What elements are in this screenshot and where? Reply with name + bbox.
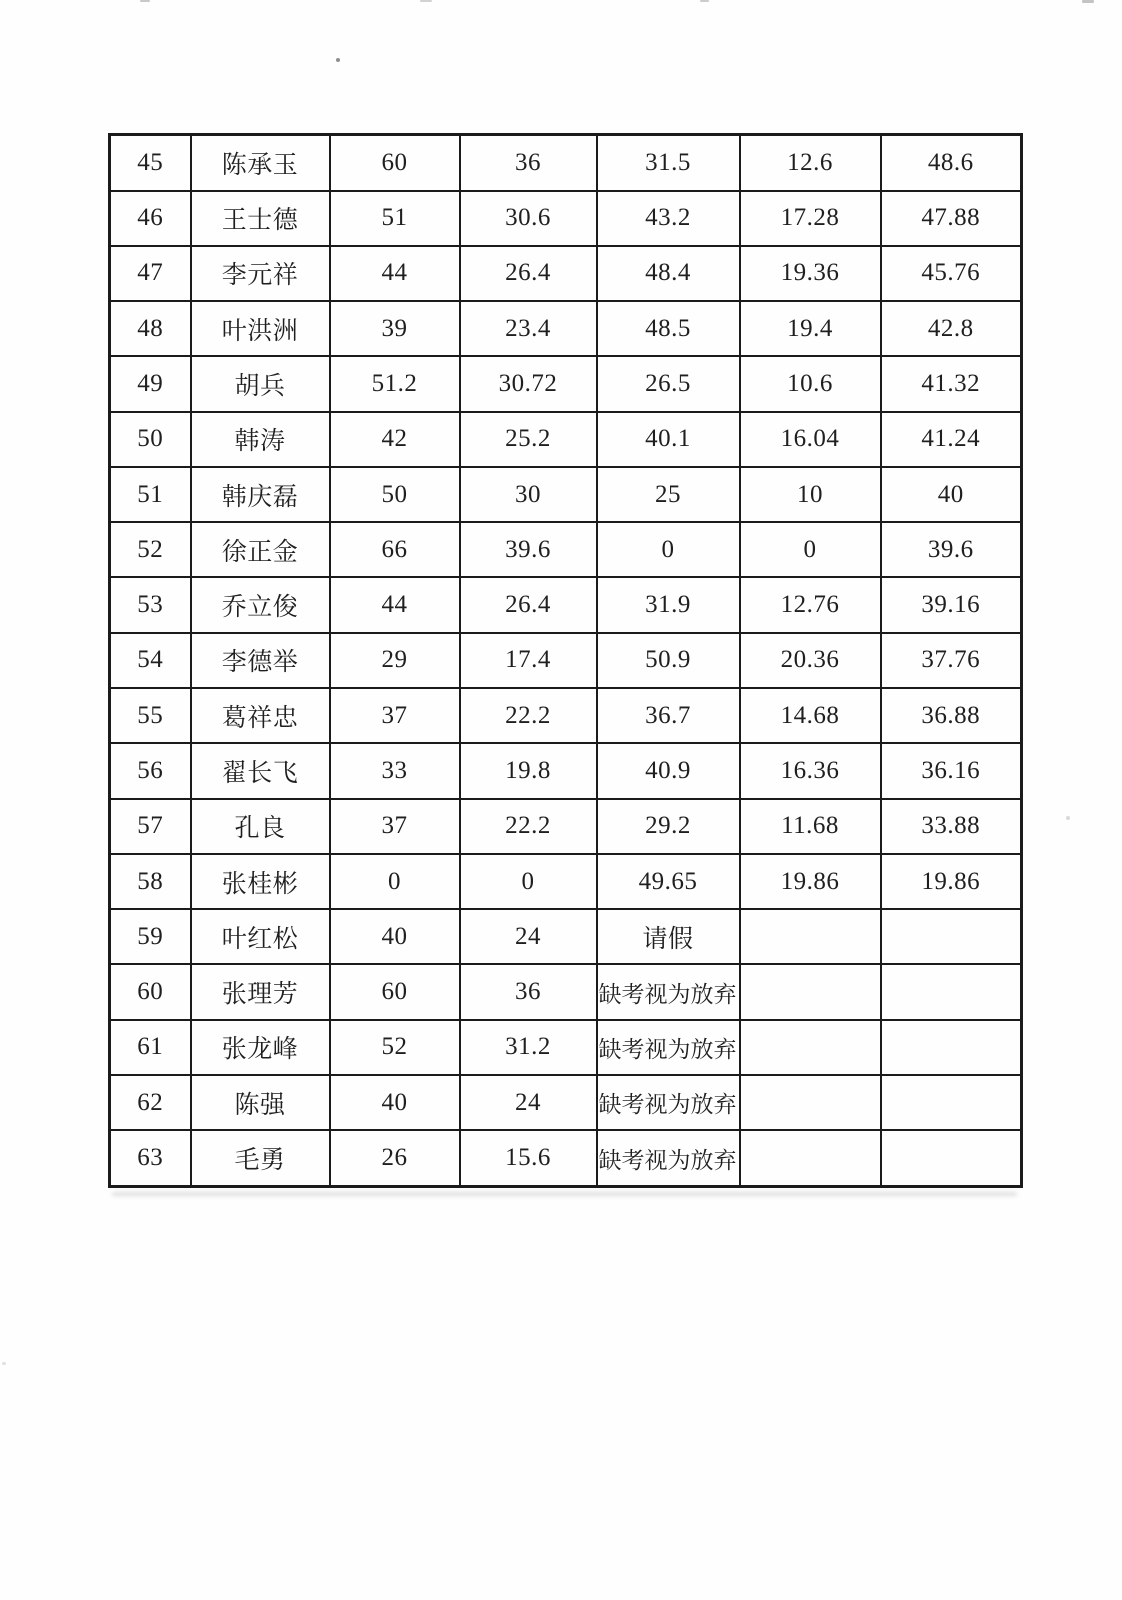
table-cell: 50 (330, 467, 460, 522)
table-cell: 48.5 (597, 301, 740, 356)
table-cell: 36.88 (881, 688, 1022, 743)
table-cell: 40.1 (597, 412, 740, 467)
table-cell: 11.68 (740, 799, 881, 854)
table-cell: 26.4 (460, 577, 597, 632)
table-row (110, 799, 1022, 854)
table-cell: 孔良 (191, 799, 330, 854)
table-row (110, 1130, 1022, 1186)
table-cell: 41.24 (881, 412, 1022, 467)
table-cell: 60 (330, 135, 460, 191)
table-cell (740, 1020, 881, 1075)
scan-artifact-speck (1066, 816, 1070, 820)
table-cell: 叶红松 (191, 909, 330, 964)
table-cell: 张龙峰 (191, 1020, 330, 1075)
table-cell: 33 (330, 743, 460, 798)
table-cell: 30 (460, 467, 597, 522)
table-cell (881, 1130, 1022, 1186)
table-cell: 10.6 (740, 356, 881, 411)
table-cell: 23.4 (460, 301, 597, 356)
table-cell: 40 (330, 909, 460, 964)
table-row (110, 1020, 1022, 1075)
table-cell: 葛祥忠 (191, 688, 330, 743)
table-cell: 46 (110, 191, 191, 246)
table-cell: 66 (330, 522, 460, 577)
table-cell (740, 909, 881, 964)
table-cell: 30.72 (460, 356, 597, 411)
table-cell: 40.9 (597, 743, 740, 798)
table-row (110, 191, 1022, 246)
table-cell: 50 (110, 412, 191, 467)
table-cell: 59 (110, 909, 191, 964)
table-cell: 19.36 (740, 246, 881, 301)
table-row (110, 577, 1022, 632)
table-cell: 53 (110, 577, 191, 632)
scan-artifact-bottom-shadow (112, 1192, 1017, 1196)
table-cell: 51 (330, 191, 460, 246)
table-cell: 李德举 (191, 633, 330, 688)
table-cell: 韩庆磊 (191, 467, 330, 522)
table-cell: 37 (330, 799, 460, 854)
table-cell: 22.2 (460, 799, 597, 854)
table-cell: 40 (330, 1075, 460, 1130)
table-cell: 20.36 (740, 633, 881, 688)
table-cell: 45.76 (881, 246, 1022, 301)
table-cell: 63 (110, 1130, 191, 1186)
scan-artifact-speck (336, 58, 340, 62)
table-cell: 12.6 (740, 135, 881, 191)
table-cell: 60 (330, 964, 460, 1019)
table-row (110, 743, 1022, 798)
table-cell: 52 (110, 522, 191, 577)
table-row (110, 854, 1022, 909)
table-cell: 45 (110, 135, 191, 191)
table-cell: 36.7 (597, 688, 740, 743)
table-cell: 22.2 (460, 688, 597, 743)
table-cell: 42.8 (881, 301, 1022, 356)
table-cell: 57 (110, 799, 191, 854)
table-cell: 62 (110, 1075, 191, 1130)
table-cell: 31.9 (597, 577, 740, 632)
table-cell: 48 (110, 301, 191, 356)
table-cell: 叶洪洲 (191, 301, 330, 356)
table-cell: 25.2 (460, 412, 597, 467)
table-row (110, 301, 1022, 356)
table-cell (881, 909, 1022, 964)
table-cell: 14.68 (740, 688, 881, 743)
scan-artifact-speck (140, 0, 150, 2)
scan-artifact-speck (700, 0, 709, 2)
table-row (110, 909, 1022, 964)
table-cell: 47.88 (881, 191, 1022, 246)
table-cell: 26.5 (597, 356, 740, 411)
table-row (110, 412, 1022, 467)
table-cell: 0 (330, 854, 460, 909)
table-cell: 陈强 (191, 1075, 330, 1130)
table-cell: 徐正金 (191, 522, 330, 577)
table-row (110, 135, 1022, 191)
scan-artifact-speck (1082, 0, 1094, 3)
table-cell: 51 (110, 467, 191, 522)
table-cell: 43.2 (597, 191, 740, 246)
scan-artifact-speck (420, 0, 432, 2)
table-cell: 请假 (597, 909, 740, 964)
table-cell (740, 964, 881, 1019)
score-table (108, 133, 1023, 1188)
table-row (110, 688, 1022, 743)
table-cell: 48.4 (597, 246, 740, 301)
table-cell: 39.16 (881, 577, 1022, 632)
table-cell: 张桂彬 (191, 854, 330, 909)
table-row (110, 246, 1022, 301)
table-cell: 39.6 (881, 522, 1022, 577)
table-cell: 36 (460, 964, 597, 1019)
table-cell: 24 (460, 1075, 597, 1130)
table-cell: 26 (330, 1130, 460, 1186)
table-cell: 0 (740, 522, 881, 577)
table-row (110, 467, 1022, 522)
table-cell (740, 1075, 881, 1130)
table-cell: 29.2 (597, 799, 740, 854)
table-cell: 19.8 (460, 743, 597, 798)
table-cell: 61 (110, 1020, 191, 1075)
table-row (110, 522, 1022, 577)
table-cell: 31.5 (597, 135, 740, 191)
table-cell: 54 (110, 633, 191, 688)
table-cell: 毛勇 (191, 1130, 330, 1186)
table-cell: 37 (330, 688, 460, 743)
table-cell: 0 (460, 854, 597, 909)
table-cell: 12.76 (740, 577, 881, 632)
table-row (110, 356, 1022, 411)
table-cell: 51.2 (330, 356, 460, 411)
table-cell: 42 (330, 412, 460, 467)
table-cell: 30.6 (460, 191, 597, 246)
table-cell: 胡兵 (191, 356, 330, 411)
table-cell: 韩涛 (191, 412, 330, 467)
table-cell: 58 (110, 854, 191, 909)
table-cell: 49 (110, 356, 191, 411)
table-cell: 缺考视为放弃 (597, 1020, 740, 1075)
table-cell: 50.9 (597, 633, 740, 688)
table-cell: 17.28 (740, 191, 881, 246)
table-cell: 48.6 (881, 135, 1022, 191)
table-cell: 陈承玉 (191, 135, 330, 191)
table-cell: 16.36 (740, 743, 881, 798)
score-table-body (110, 135, 1022, 1187)
table-cell (881, 1020, 1022, 1075)
table-cell: 56 (110, 743, 191, 798)
table-cell: 15.6 (460, 1130, 597, 1186)
table-cell: 33.88 (881, 799, 1022, 854)
table-cell: 16.04 (740, 412, 881, 467)
table-cell (881, 964, 1022, 1019)
table-cell (881, 1075, 1022, 1130)
table-cell: 47 (110, 246, 191, 301)
table-cell: 44 (330, 246, 460, 301)
table-cell: 缺考视为放弃 (597, 1075, 740, 1130)
table-cell: 31.2 (460, 1020, 597, 1075)
table-cell: 39 (330, 301, 460, 356)
table-cell: 37.76 (881, 633, 1022, 688)
table-cell: 24 (460, 909, 597, 964)
table-cell: 26.4 (460, 246, 597, 301)
table-cell: 张理芳 (191, 964, 330, 1019)
table-cell: 0 (597, 522, 740, 577)
table-cell: 翟长飞 (191, 743, 330, 798)
table-cell: 52 (330, 1020, 460, 1075)
table-cell: 乔立俊 (191, 577, 330, 632)
table-cell: 缺考视为放弃 (597, 964, 740, 1019)
table-cell: 19.4 (740, 301, 881, 356)
table-cell: 40 (881, 467, 1022, 522)
table-cell: 19.86 (740, 854, 881, 909)
table-cell: 25 (597, 467, 740, 522)
table-cell: 缺考视为放弃 (597, 1130, 740, 1186)
table-cell: 李元祥 (191, 246, 330, 301)
table-cell: 10 (740, 467, 881, 522)
table-cell: 36 (460, 135, 597, 191)
table-cell: 60 (110, 964, 191, 1019)
table-row (110, 633, 1022, 688)
table-cell: 41.32 (881, 356, 1022, 411)
table-row (110, 1075, 1022, 1130)
table-cell: 19.86 (881, 854, 1022, 909)
table-cell: 49.65 (597, 854, 740, 909)
table-cell: 55 (110, 688, 191, 743)
table-cell: 39.6 (460, 522, 597, 577)
scan-artifact-speck (2, 1362, 6, 1365)
table-cell: 王士德 (191, 191, 330, 246)
table-cell: 17.4 (460, 633, 597, 688)
table-cell: 44 (330, 577, 460, 632)
table-row (110, 964, 1022, 1019)
table-cell: 29 (330, 633, 460, 688)
table-cell: 36.16 (881, 743, 1022, 798)
table-cell (740, 1130, 881, 1186)
